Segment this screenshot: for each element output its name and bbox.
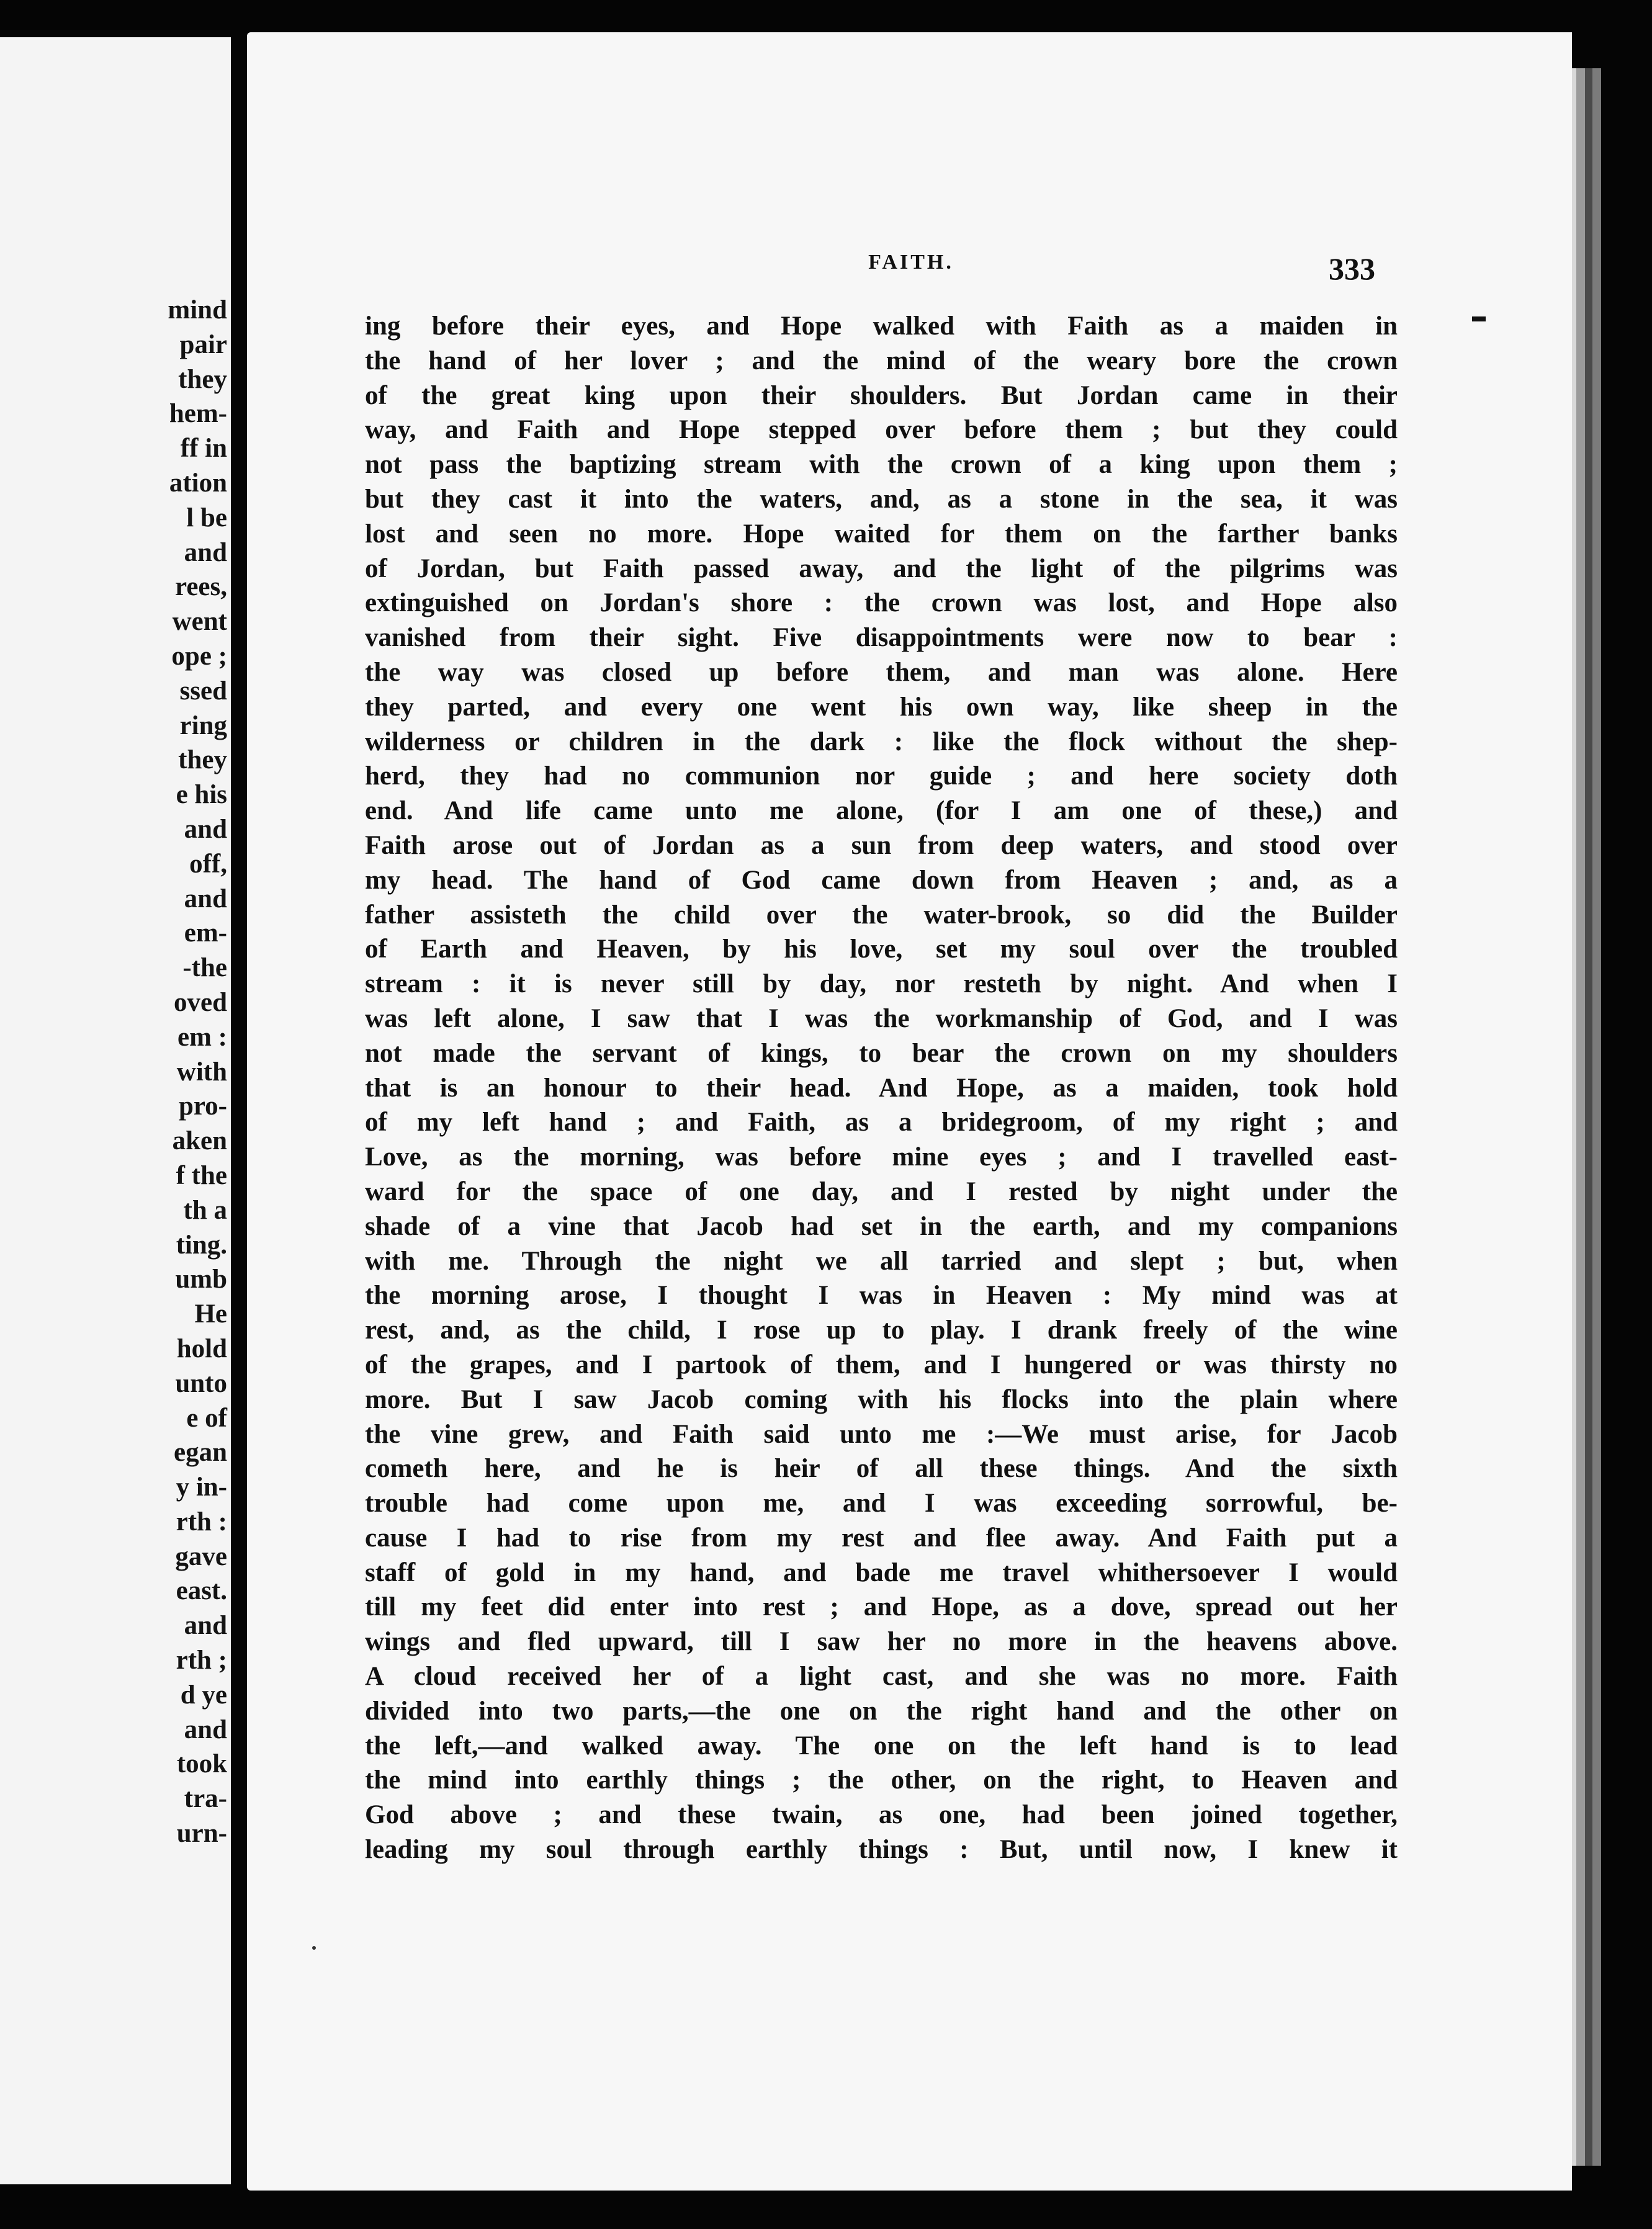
left-page-line-fragment: rth : xyxy=(176,1507,227,1536)
left-page-line-fragment: em- xyxy=(184,918,227,948)
left-page-line-fragment: egan xyxy=(174,1438,227,1468)
left-page-line-fragment: ope ; xyxy=(171,641,227,671)
text-line: Love, as the morning, was before mine eyes ; and I travelled east- xyxy=(365,1142,1398,1172)
text-line: ward for the space of one day, and I rested by night under the xyxy=(365,1177,1398,1206)
text-line: lost and seen no more. Hope waited for them on the farther banks xyxy=(365,519,1398,549)
left-page-line-fragment: gave xyxy=(175,1541,227,1571)
left-page-line-fragment: hold xyxy=(176,1334,227,1363)
text-line: of the great king upon their shoulders. But Jordan came in their xyxy=(365,380,1398,410)
page-edge xyxy=(1585,68,1592,2166)
text-line: wings and fled upward, till I saw her no more in the heavens above. xyxy=(365,1627,1398,1657)
text-line: shade of a vine that Jacob had set in the earth, and my companions xyxy=(365,1211,1398,1241)
text-line: but they cast it into the waters, and, as a stone in the sea, it was xyxy=(365,484,1398,514)
text-line: Faith arose out of Jordan as a sun from deep waters, and stood over xyxy=(365,830,1398,860)
text-line: of Earth and Heaven, by his love, set my soul over the troubled xyxy=(365,935,1398,964)
left-page-line-fragment: rth ; xyxy=(176,1646,227,1675)
text-line: ing before their eyes, and Hope walked with Faith as a maiden in xyxy=(365,312,1398,341)
text-line: herd, they had no communion nor guide ; and here society doth xyxy=(365,761,1398,791)
text-line: cometh here, and he is heir of all these things. And the sixth xyxy=(365,1454,1398,1484)
text-line: that is an honour to their head. And Hope, as a maiden, took hold xyxy=(365,1073,1398,1103)
left-page-text-fragments xyxy=(168,293,227,1851)
left-page-line-fragment: and xyxy=(184,814,227,844)
text-line: wilderness or children in the dark : like the flock without the shep- xyxy=(365,727,1398,756)
page-body-text xyxy=(365,309,1398,1867)
text-line: was left alone, I saw that I was the workmanship of God, and I was xyxy=(365,1003,1398,1033)
text-line: way, and Faith and Hope stepped over before them ; but they could xyxy=(365,415,1398,445)
text-line: my head. The hand of God came down from Heaven ; and, as a xyxy=(365,865,1398,895)
left-page-line-fragment: urn- xyxy=(176,1819,227,1849)
left-page-line-fragment: with xyxy=(176,1057,227,1087)
text-line: vanished from their sight. Five disappointments were now to bear : xyxy=(365,623,1398,653)
text-line: rest, and, as the child, I rose up to play. I drank freely of the wine xyxy=(365,1316,1398,1345)
text-line: the mind into earthly things ; the other, on the right, to Heaven and xyxy=(365,1765,1398,1795)
text-line: the left,—and walked away. The one on the left hand is to lead xyxy=(365,1731,1398,1760)
left-facing-page xyxy=(0,37,231,2184)
left-page-line-fragment: ff in xyxy=(180,434,227,464)
left-page-line-fragment: l be xyxy=(186,503,227,532)
left-page-line-fragment: rees, xyxy=(175,572,227,602)
text-line: staff of gold in my hand, and bade me travel whithersoever I would xyxy=(365,1558,1398,1587)
left-page-line-fragment: f the xyxy=(176,1160,227,1190)
book-page xyxy=(247,32,1572,2191)
text-line: the morning arose, I thought I was in Heaven : My mind was at xyxy=(365,1281,1398,1311)
left-page-line-fragment: aken xyxy=(172,1126,227,1156)
left-page-line-fragment: and xyxy=(184,1715,227,1744)
text-line: they parted, and every one went his own way, like sheep in the xyxy=(365,692,1398,722)
left-page-line-fragment: and xyxy=(184,1611,227,1641)
running-head: FAITH. xyxy=(868,251,954,274)
text-line: till my feet did enter into rest ; and Hope, as a dove, spread out her xyxy=(365,1592,1398,1622)
left-page-line-fragment: they xyxy=(178,745,227,775)
left-page-line-fragment: took xyxy=(176,1749,227,1779)
text-line: of my left hand ; and Faith, as a bridegroom, of my right ; and xyxy=(365,1108,1398,1137)
left-page-line-fragment: em : xyxy=(177,1022,227,1052)
text-line: of Jordan, but Faith passed away, and the light of the pilgrims was xyxy=(365,554,1398,583)
text-line: leading my soul through earthly things : But, until now, I knew it xyxy=(365,1835,1398,1865)
left-page-line-fragment: e of xyxy=(186,1403,227,1433)
text-line: stream : it is never still by day, nor resteth by night. And when I xyxy=(365,969,1398,999)
left-page-line-fragment: pro- xyxy=(178,1092,227,1121)
margin-mark xyxy=(1472,316,1486,321)
left-page-line-fragment: hem- xyxy=(169,399,227,429)
text-line: more. But I saw Jacob coming with his flocks into the plain where xyxy=(365,1384,1398,1414)
text-line: not made the servant of kings, to bear the crown on my shoulders xyxy=(365,1038,1398,1068)
text-line: the hand of her lover ; and the mind of the weary bore the crown xyxy=(365,346,1398,375)
page-edge xyxy=(1592,68,1601,2166)
left-page-line-fragment: umb xyxy=(175,1265,227,1294)
left-page-line-fragment: th a xyxy=(183,1195,227,1225)
text-line: father assisteth the child over the water-brook, so did the Builder xyxy=(365,900,1398,930)
left-page-line-fragment: -the xyxy=(182,953,227,983)
text-line: trouble had come upon me, and I was exceeding sorrowful, be- xyxy=(365,1489,1398,1518)
page-number: 333 xyxy=(1329,251,1375,286)
left-page-line-fragment: ation xyxy=(169,468,227,498)
text-line: A cloud received her of a light cast, and she was no more. Faith xyxy=(365,1662,1398,1692)
left-page-line-fragment: mind xyxy=(168,295,227,325)
left-page-line-fragment: ting. xyxy=(176,1230,227,1260)
text-line: of the grapes, and I partook of them, and I hungered or was thirsty no xyxy=(365,1350,1398,1379)
left-page-line-fragment: east. xyxy=(176,1576,227,1606)
left-page-line-fragment: oved xyxy=(174,987,227,1017)
left-page-line-fragment: y in- xyxy=(176,1473,227,1502)
left-page-line-fragment: tra- xyxy=(184,1784,227,1814)
text-line: extinguished on Jordan's shore : the crown was lost, and Hope also xyxy=(365,588,1398,618)
left-page-line-fragment: and xyxy=(184,537,227,567)
text-line: the vine grew, and Faith said unto me :—We must arise, for Jacob xyxy=(365,1419,1398,1449)
text-line: divided into two parts,—the one on the right hand and the other on xyxy=(365,1696,1398,1726)
left-page-line-fragment: ssed xyxy=(179,676,227,706)
left-page-line-fragment: e his xyxy=(176,780,227,810)
text-line: not pass the baptizing stream with the crown of a king upon them ; xyxy=(365,450,1398,480)
text-line: end. And life came unto me alone, (for I am one of these,) and xyxy=(365,796,1398,826)
text-line: God above ; and these twain, as one, had been joined together, xyxy=(365,1800,1398,1830)
left-page-line-fragment: unto xyxy=(175,1368,227,1398)
left-page-line-fragment: they xyxy=(178,364,227,394)
left-page-line-fragment: went xyxy=(172,607,227,637)
text-line: cause I had to rise from my rest and flee away. And Faith put a xyxy=(365,1523,1398,1553)
left-page-line-fragment: ring xyxy=(179,711,227,740)
left-page-line-fragment: and xyxy=(184,884,227,913)
text-line: with me. Through the night we all tarried and slept ; but, when xyxy=(365,1246,1398,1276)
left-page-line-fragment: He xyxy=(194,1299,227,1329)
text-line: the way was closed up before them, and man was alone. Here xyxy=(365,657,1398,687)
page-edge xyxy=(1576,68,1585,2166)
left-page-line-fragment: d ye xyxy=(180,1680,227,1710)
left-page-line-fragment: off, xyxy=(189,849,227,879)
ink-speck xyxy=(312,1946,316,1950)
left-page-line-fragment: pair xyxy=(179,330,227,359)
